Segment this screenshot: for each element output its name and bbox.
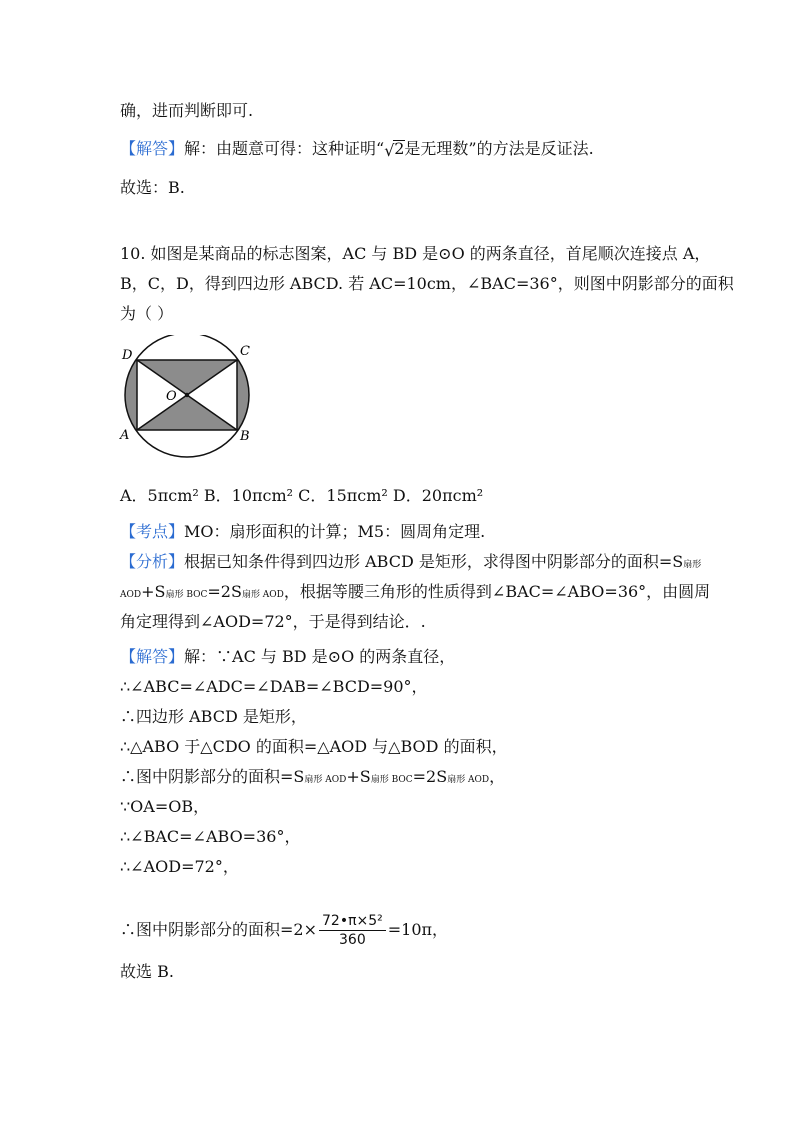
center-point [185,393,189,397]
subscript: 扇形 BOC [370,775,413,785]
label-a: A [120,428,130,443]
fenxi-line-2 [120,582,710,605]
solution-tag: 【解答】 [120,647,185,666]
fraction [319,912,386,949]
choice-line: 故选：B. [120,178,185,197]
solution-line-4: ∴△ABO 于△CDO 的面积=△AOD 与△BOD 的面积， [120,737,508,756]
solution-line-7: ∴∠BAC=∠ABO=36°， [120,827,301,846]
solution-line-2: ∴∠ABC=∠ADC=∠DAB=∠BCD=90°， [120,677,428,696]
solution-text: 解：∵AC 与 BD 是⊙O 的两条直径， [184,647,456,666]
top-triangle [137,360,237,395]
solution-text: ∴图中阴影部分的面积=S [120,767,305,786]
denominator: 360 [339,932,366,948]
bottom-triangle [137,395,237,430]
subscript: 扇形 AOD [304,775,347,785]
subscript: AOD [120,590,142,600]
fenxi-tag: 【分析】 [120,552,185,571]
question-line-3: 为（ ） [120,304,174,323]
question-line-1: 10. 如图是某商品的标志图案，AC 与 BD 是⊙O 的两条直径，首尾顺次连接点 A， [120,244,711,263]
subscript: 扇形 AOD [447,775,490,785]
options-line: A．5πcm² B．10πcm² C．15πcm² D．20πcm² [120,486,484,505]
solution-text: =10π， [387,920,449,939]
label-c: C [240,344,250,359]
fenxi-line-3: 角定理得到∠AOD=72°，于是得到结论．. [120,612,426,631]
kaodian-tag: 【考点】 [120,522,185,541]
label-b: B [240,429,250,444]
solution-line-1 [120,647,455,667]
solution-line-6: ∵OA=OB， [120,797,210,816]
logo-figure [110,335,270,470]
solution-line-8: ∴∠AOD=72°， [120,857,239,876]
question-line-2: B，C，D，得到四边形 ABCD. 若 AC=10cm，∠BAC=36°，则图中阴影部分的面积 [120,274,734,293]
text-line: 确，进而判断即可. [120,101,254,120]
answer-text: 解：由题意可得：这种证明“ [184,139,385,158]
answer-text-2: 是无理数”的方法是反证法. [404,139,594,158]
solution-line-5 [120,767,505,790]
solution-line-9 [120,910,448,950]
label-o: O [166,389,177,404]
subscript: 扇形 BOC [165,590,208,600]
fenxi-text: ，根据等腰三角形的性质得到∠BAC=∠ABO=36°，由圆周 [283,582,711,601]
answer-tag: 【解答】 [120,139,185,158]
subscript: 扇形 [683,560,702,570]
solution-text: =2S [412,767,448,786]
fenxi-line-1 [120,552,701,575]
solution-text: +S [346,767,371,786]
solution-line-10: 故选 B. [120,962,174,981]
kaodian-line [120,522,485,542]
subscript: 扇形 AOD [241,590,284,600]
kaodian-text: MO：扇形面积的计算；M5：圆周角定理. [184,522,486,541]
fenxi-text: =2S [207,582,242,601]
answer-line [120,139,594,159]
solution-text: ， [489,767,506,786]
fenxi-text-1: 根据已知条件得到四边形 ABCD 是矩形，求得图中阴影部分的面积=S [184,552,684,571]
fenxi-text: +S [141,582,166,601]
solution-line-3: ∴四边形 ABCD 是矩形， [120,707,307,726]
sqrt-expression: √ 2 [384,139,405,160]
label-d: D [122,348,133,363]
numerator: 72•π×5² [319,912,386,931]
solution-text: ∴图中阴影部分的面积=2× [120,920,317,939]
